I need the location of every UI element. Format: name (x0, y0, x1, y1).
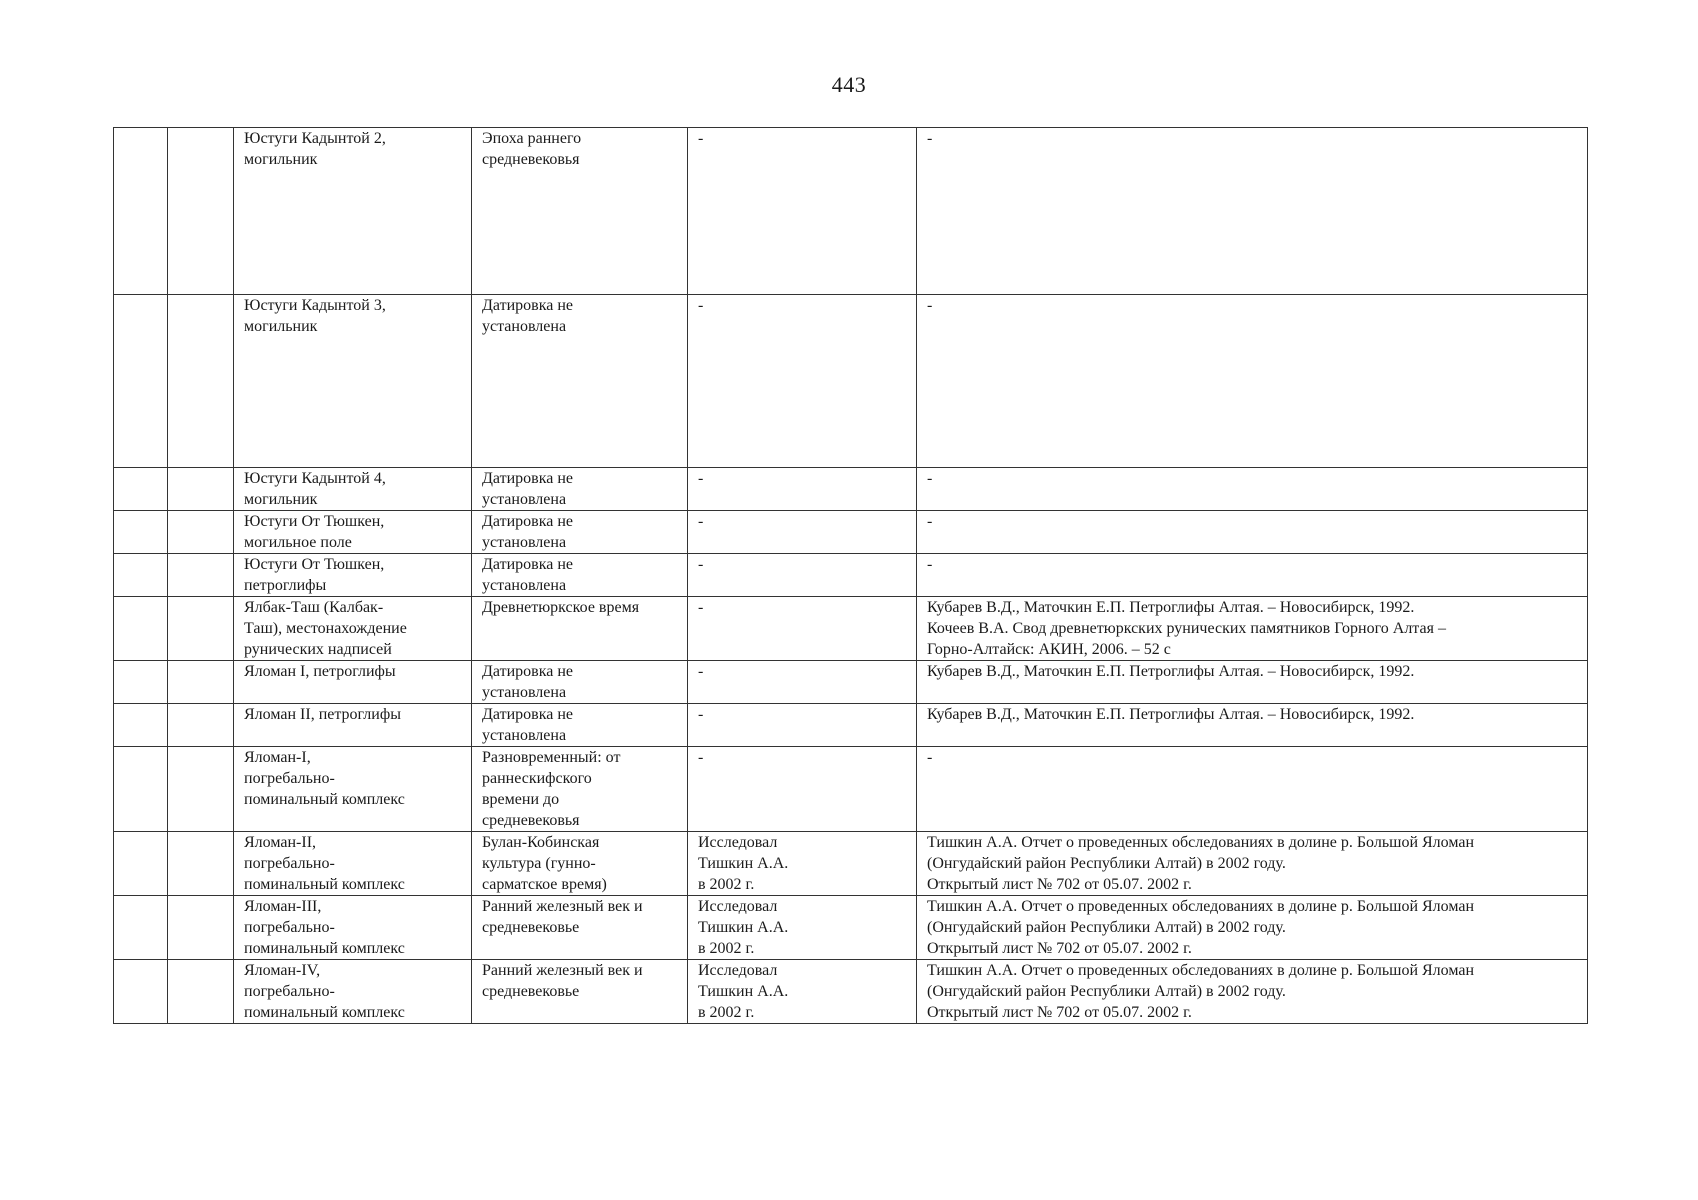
dating-cell (472, 511, 688, 554)
study-status-cell (688, 128, 917, 295)
cell-text-line: погребально- (244, 919, 335, 936)
cell-text-line: Яломан II, петроглифы (244, 706, 401, 723)
table-row (114, 597, 1588, 661)
cell-text-line: Открытый лист № 702 от 05.07. 2002 г. (927, 1004, 1192, 1021)
cell-text-line: Юстуги Кадынтой 4, (244, 470, 386, 487)
code-cell (168, 128, 234, 295)
literature-cell (917, 832, 1588, 896)
cell-text-line: Открытый лист № 702 от 05.07. 2002 г. (927, 876, 1192, 893)
index-cell (114, 832, 168, 896)
cell-text-line: установлена (482, 684, 567, 701)
cell-text-line: Горно-Алтайск: АКИН, 2006. – 52 с (927, 641, 1171, 658)
monument-name-cell (234, 832, 472, 896)
literature-cell (917, 554, 1588, 597)
study-status-cell (688, 661, 917, 704)
cell-text-line: Кубарев В.Д., Маточкин Е.П. Петроглифы Алтая. – Новосибирск, 1992. (927, 599, 1415, 616)
dating-cell (472, 896, 688, 960)
cell-text-line: Юстуги От Тюшкен, (244, 513, 385, 530)
monument-name-cell (234, 960, 472, 1024)
literature-cell (917, 747, 1588, 832)
monument-name-cell (234, 554, 472, 597)
cell-text-line: - (698, 556, 704, 573)
cell-text-line: - (698, 130, 704, 147)
dating-cell (472, 704, 688, 747)
cell-text-line: Исследовал (698, 898, 778, 915)
cell-text-line: поминальный комплекс (244, 791, 405, 808)
study-status-cell (688, 511, 917, 554)
code-cell (168, 960, 234, 1024)
cell-text-line: - (927, 297, 933, 314)
literature-cell (917, 468, 1588, 511)
cell-text-line: рунических надписей (244, 641, 392, 658)
cell-text-line: погребально- (244, 983, 335, 1000)
cell-text-line: поминальный комплекс (244, 940, 405, 957)
table-row (114, 295, 1588, 468)
index-cell (114, 511, 168, 554)
cell-text-line: Кубарев В.Д., Маточкин Е.П. Петроглифы Алтая. – Новосибирск, 1992. (927, 706, 1415, 723)
page-number: 443 (831, 72, 867, 97)
cell-text-line: - (927, 556, 933, 573)
dating-cell (472, 468, 688, 511)
cell-text-line: времени до (482, 791, 560, 808)
monument-name-cell (234, 128, 472, 295)
cell-text-line: Открытый лист № 702 от 05.07. 2002 г. (927, 940, 1192, 957)
table-row (114, 896, 1588, 960)
literature-cell (917, 597, 1588, 661)
cell-text-line: Тишкин А.А. Отчет о проведенных обследованиях в долине р. Большой Яломан (927, 834, 1475, 851)
cell-text-line: средневековья (482, 151, 580, 168)
monument-name-cell (234, 896, 472, 960)
code-cell (168, 554, 234, 597)
cell-text-line: (Онгудайский район Республики Алтай) в 2002 году. (927, 919, 1286, 936)
study-status-cell (688, 554, 917, 597)
cell-text-line: Юстуги От Тюшкен, (244, 556, 385, 573)
cell-text-line: могильник (244, 318, 318, 335)
dating-cell (472, 554, 688, 597)
cell-text-line: Тишкин А.А. (698, 983, 789, 1000)
cell-text-line: Разновременный: от (482, 749, 621, 766)
cell-text-line: погребально- (244, 855, 335, 872)
code-cell (168, 511, 234, 554)
code-cell (168, 597, 234, 661)
cell-text-line: (Онгудайский район Республики Алтай) в 2002 году. (927, 855, 1286, 872)
table-row (114, 747, 1588, 832)
code-cell (168, 896, 234, 960)
cell-text-line: могильное поле (244, 534, 352, 551)
cell-text-line: - (927, 749, 933, 766)
cell-text-line: раннескифского (482, 770, 592, 787)
monument-name-cell (234, 295, 472, 468)
literature-cell (917, 511, 1588, 554)
cell-text-line: Датировка не (482, 663, 574, 680)
cell-text-line: Яломан I, петроглифы (244, 663, 396, 680)
cell-text-line: установлена (482, 577, 567, 594)
cell-text-line: могильник (244, 491, 318, 508)
cell-text-line: в 2002 г. (698, 876, 755, 893)
code-cell (168, 468, 234, 511)
monument-name-cell (234, 468, 472, 511)
literature-cell (917, 896, 1588, 960)
dating-cell (472, 295, 688, 468)
index-cell (114, 960, 168, 1024)
dating-cell (472, 597, 688, 661)
cell-text-line: Яломан-I, (244, 749, 311, 766)
index-cell (114, 554, 168, 597)
cell-text-line: - (698, 663, 704, 680)
cell-text-line: Булан-Кобинская (482, 834, 600, 851)
dating-cell (472, 960, 688, 1024)
table-row (114, 832, 1588, 896)
cell-text-line: сарматское время) (482, 876, 607, 893)
monuments-table-body (114, 128, 1588, 1024)
cell-text-line: Датировка не (482, 470, 574, 487)
cell-text-line: Кочеев В.А. Свод древнетюркских рунических памятников Горного Алтая – (927, 620, 1446, 637)
cell-text-line: петроглифы (244, 577, 327, 594)
cell-text-line: погребально- (244, 770, 335, 787)
cell-text-line: Исследовал (698, 834, 778, 851)
literature-cell (917, 128, 1588, 295)
cell-text-line: Ранний железный век и (482, 898, 643, 915)
cell-text-line: средневековья (482, 812, 580, 829)
cell-text-line: Яломан-IV, (244, 962, 321, 979)
index-cell (114, 704, 168, 747)
index-cell (114, 295, 168, 468)
code-cell (168, 295, 234, 468)
table-row (114, 704, 1588, 747)
cell-text-line: - (698, 470, 704, 487)
cell-text-line: - (698, 513, 704, 530)
index-cell (114, 468, 168, 511)
index-cell (114, 896, 168, 960)
cell-text-line: - (927, 470, 933, 487)
literature-cell (917, 960, 1588, 1024)
cell-text-line: Яломан-II, (244, 834, 317, 851)
study-status-cell (688, 468, 917, 511)
table-row (114, 128, 1588, 295)
cell-text-line: средневековье (482, 919, 580, 936)
dating-cell (472, 832, 688, 896)
cell-text-line: Яломан-III, (244, 898, 322, 915)
study-status-cell (688, 832, 917, 896)
cell-text-line: (Онгудайский район Республики Алтай) в 2002 году. (927, 983, 1286, 1000)
cell-text-line: Тишкин А.А. Отчет о проведенных обследованиях в долине р. Большой Яломан (927, 962, 1475, 979)
dating-cell (472, 128, 688, 295)
cell-text-line: установлена (482, 491, 567, 508)
cell-text-line: Датировка не (482, 706, 574, 723)
table-row (114, 661, 1588, 704)
literature-cell (917, 661, 1588, 704)
monument-name-cell (234, 661, 472, 704)
monument-name-cell (234, 511, 472, 554)
cell-text-line: Датировка не (482, 556, 574, 573)
study-status-cell (688, 295, 917, 468)
study-status-cell (688, 704, 917, 747)
cell-text-line: могильник (244, 151, 318, 168)
index-cell (114, 128, 168, 295)
cell-text-line: - (698, 706, 704, 723)
cell-text-line: установлена (482, 318, 567, 335)
dating-cell (472, 747, 688, 832)
study-status-cell (688, 960, 917, 1024)
cell-text-line: Ялбак-Таш (Калбак- (244, 599, 384, 616)
cell-text-line: Юстуги Кадынтой 3, (244, 297, 386, 314)
literature-cell (917, 295, 1588, 468)
monuments-table (113, 127, 1588, 1024)
cell-text-line: установлена (482, 534, 567, 551)
cell-text-line: - (698, 297, 704, 314)
table-row (114, 960, 1588, 1024)
index-cell (114, 747, 168, 832)
cell-text-line: Кубарев В.Д., Маточкин Е.П. Петроглифы Алтая. – Новосибирск, 1992. (927, 663, 1415, 680)
code-cell (168, 704, 234, 747)
cell-text-line: - (927, 513, 933, 530)
code-cell (168, 747, 234, 832)
code-cell (168, 661, 234, 704)
cell-text-line: установлена (482, 727, 567, 744)
monument-name-cell (234, 597, 472, 661)
cell-text-line: Эпоха раннего (482, 130, 582, 147)
cell-text-line: Тишкин А.А. (698, 919, 789, 936)
cell-text-line: - (698, 599, 704, 616)
table-row (114, 468, 1588, 511)
index-cell (114, 661, 168, 704)
cell-text-line: Исследовал (698, 962, 778, 979)
cell-text-line: средневековье (482, 983, 580, 1000)
cell-text-line: Древнетюркское время (482, 599, 640, 616)
monument-name-cell (234, 747, 472, 832)
study-status-cell (688, 747, 917, 832)
cell-text-line: поминальный комплекс (244, 1004, 405, 1021)
index-cell (114, 597, 168, 661)
cell-text-line: поминальный комплекс (244, 876, 405, 893)
cell-text-line: в 2002 г. (698, 1004, 755, 1021)
study-status-cell (688, 896, 917, 960)
cell-text-line: Ранний железный век и (482, 962, 643, 979)
dating-cell (472, 661, 688, 704)
table-row (114, 554, 1588, 597)
code-cell (168, 832, 234, 896)
cell-text-line: Тишкин А.А. (698, 855, 789, 872)
cell-text-line: - (698, 749, 704, 766)
literature-cell (917, 704, 1588, 747)
cell-text-line: Тишкин А.А. Отчет о проведенных обследованиях в долине р. Большой Яломан (927, 898, 1475, 915)
cell-text-line: Датировка не (482, 297, 574, 314)
study-status-cell (688, 597, 917, 661)
cell-text-line: культура (гунно- (482, 855, 596, 872)
monument-name-cell (234, 704, 472, 747)
cell-text-line: в 2002 г. (698, 940, 755, 957)
cell-text-line: Юстуги Кадынтой 2, (244, 130, 386, 147)
cell-text-line: - (927, 130, 933, 147)
table-row (114, 511, 1588, 554)
cell-text-line: Датировка не (482, 513, 574, 530)
cell-text-line: Таш), местонахождение (244, 620, 407, 637)
